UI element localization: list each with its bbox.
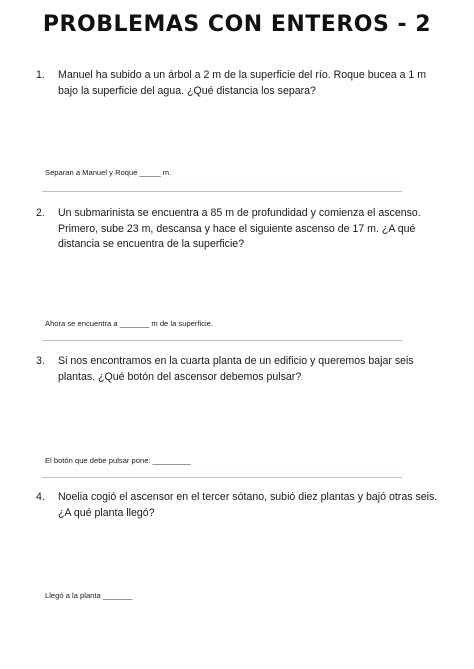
- divider-1: [42, 191, 402, 192]
- problem-2-number: 2.: [36, 207, 45, 219]
- problem-2-answer[interactable]: Ahora se encuentra a _______ m de la superficie.: [45, 319, 214, 328]
- problem-3-text: Si nos encontramos en la cuarta planta de un edificio y queremos bajar seis plantas. ¿Qué botón del ascensor debemos pulsar?: [58, 355, 414, 383]
- problem-2-text: Un submarinista se encuentra a 85 m de profundidad y comienza el ascenso. Primero, sube 23 m, descansa y hace el siguiente ascenso de 17 m. ¿A qué distancia se encuentra de la superficie?: [58, 207, 421, 250]
- problem-3-number: 3.: [36, 355, 45, 367]
- problem-4-answer[interactable]: Llegó a la planta _______: [45, 591, 133, 600]
- problem-1: [36, 68, 446, 99]
- divider-2: [42, 340, 402, 341]
- problem-3-answer[interactable]: El botón que debe pulsar pone: _________: [45, 456, 191, 465]
- problem-4-text: Noelia cogió el ascensor en el tercer sótano, subió diez plantas y bajó otras seis. ¿A qué planta llegó?: [58, 491, 438, 519]
- problem-1-text: Manuel ha subido a un árbol a 2 m de la superficie del río. Roque bucea a 1 m bajo la superficie del agua. ¿Qué distancia los separa?: [58, 69, 427, 97]
- divider-3: [42, 477, 402, 478]
- problem-1-answer[interactable]: Separan a Manuel y Roque _____ m.: [45, 168, 172, 177]
- problem-2: [36, 206, 446, 253]
- problem-4: [36, 490, 446, 521]
- problem-1-number: 1.: [36, 69, 45, 81]
- problem-4-number: 4.: [36, 491, 45, 503]
- problem-3: [36, 354, 446, 385]
- worksheet-title: PROBLEMAS CON ENTEROS - 2: [42, 12, 432, 37]
